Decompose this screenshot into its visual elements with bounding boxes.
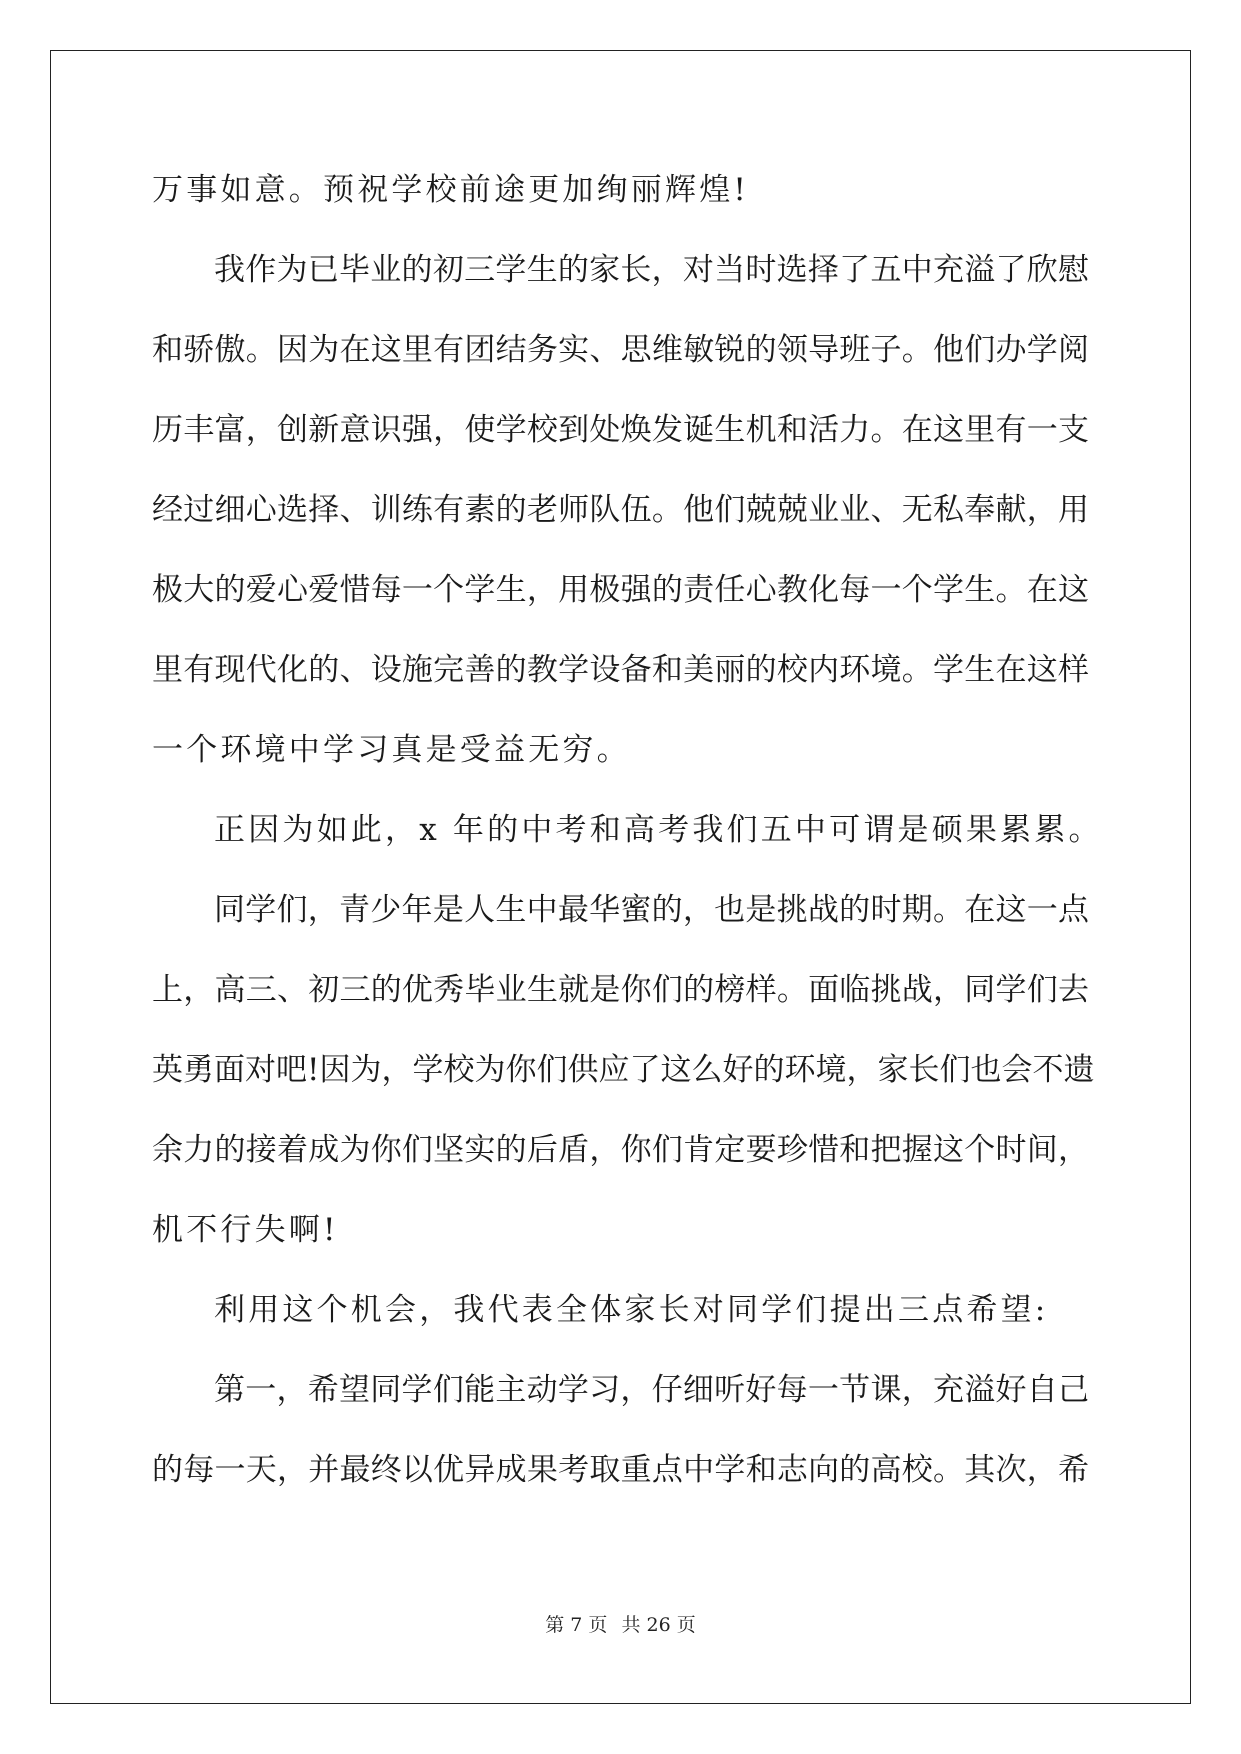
- text-line: 同学们，青少年是人生中最华蜜的，也是挑战的时期。在这一点: [214, 892, 1089, 928]
- text-line: 余力的接着成为你们坚实的后盾，你们肯定要珍惜和把握这个时间，: [152, 1132, 1089, 1168]
- text-line: 的每一天，并最终以优异成果考取重点中学和志向的高校。其次，希: [152, 1452, 1089, 1488]
- document-body: [152, 160, 1103, 1520]
- text-line: 极大的爱心爱惜每一个学生，用极强的责任心教化每一个学生。在这: [152, 572, 1089, 608]
- text-line: 我作为已毕业的初三学生的家长，对当时选择了五中充溢了欣慰: [214, 252, 1089, 288]
- page-total: 共 26 页: [621, 1614, 696, 1636]
- text-line: 里有现代化的、设施完善的教学设备和美丽的校内环境。学生在这样: [152, 652, 1089, 688]
- text-line: 机不行失啊!: [152, 1212, 339, 1248]
- text-line: 和骄傲。因为在这里有团结务实、思维敏锐的领导班子。他们办学阅: [152, 332, 1089, 368]
- text-line: 一个环境中学习真是受益无穷。: [152, 732, 631, 768]
- text-line: 第一，希望同学们能主动学习，仔细听好每一节课，充溢好自己: [214, 1372, 1089, 1408]
- page-footer: [0, 1610, 1241, 1637]
- page-number: 第 7 页: [545, 1614, 608, 1636]
- text-line: 历丰富，创新意识强，使学校到处焕发诞生机和活力。在这里有一支: [152, 412, 1089, 448]
- text-line: 利用这个机会，我代表全体家长对同学们提出三点希望:: [214, 1292, 1049, 1328]
- text-line: 万事如意。预祝学校前途更加绚丽辉煌!: [152, 172, 750, 208]
- text-line: 正因为如此，x 年的中考和高考我们五中可谓是硕果累累。: [214, 812, 1103, 848]
- text-line: 英勇面对吧!因为，学校为你们供应了这么好的环境，家长们也会不遗: [152, 1052, 1095, 1088]
- text-line: 上，高三、初三的优秀毕业生就是你们的榜样。面临挑战，同学们去: [152, 972, 1089, 1008]
- text-line: 经过细心选择、训练有素的老师队伍。他们兢兢业业、无私奉献，用: [152, 492, 1089, 528]
